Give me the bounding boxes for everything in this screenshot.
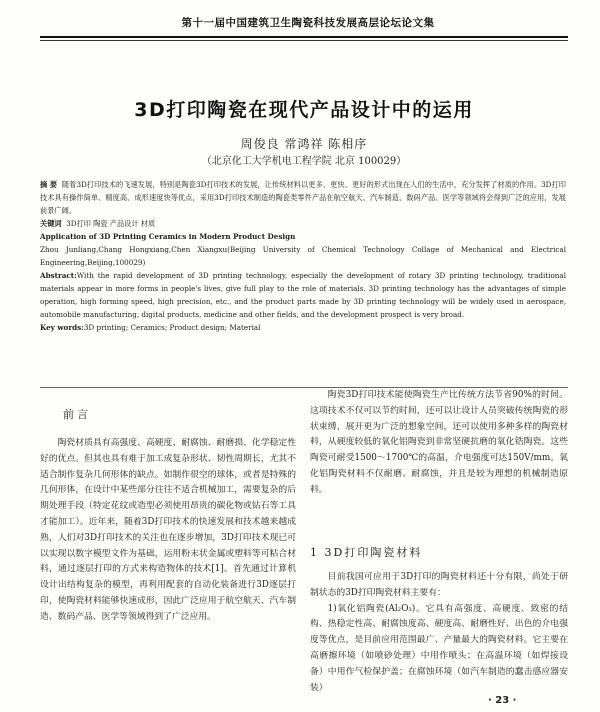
preface-paragraph: 陶瓷材质具有高强度、高硬度、耐腐蚀、耐磨损、化学稳定性好的优点。但其也具有难于加工成复杂形状、韧性周期长，尤其不适合制作复杂几何形体的缺点。如制作很空的球体，或者是特殊的几何形体，在设计中某些部分往往不适合机械加工，需要复杂的后期处理手段（特定花纹或造型必须使用昂贵的碳化物或钻石等工具才能加工）。近年来，随着3D打印技术的快速发展和技术越来越成熟，人们对3D打印技术的关注也在逐步增加，3D打印技术现已可以实现以数字模型文件为基础，运用粉末状金属或塑料等可粘合材料，通过逐层打印的方式来构造物体的技术[1]。首先通过计算机设计出结构复杂的模型，再利用配套的自动化装备进行3D逐层打印，使陶瓷材料能够快速成形，因此广泛应用于航空航天、汽车制造、数码产品、医学等领域得到了广泛应用。 xyxy=(40,438,296,622)
right-column-top xyxy=(310,388,568,499)
english-authors: Zhou Junliang,Chang Hongxiang,Chen Xiangxu(Beijing University of Chemical Technology Collage of Mechanical and Electrical Engineering,Beijing,100029) xyxy=(40,245,566,267)
keywords-cn xyxy=(40,217,566,230)
keywords-cn-text: 3D打印 陶瓷 产品设计 材质 xyxy=(66,219,156,228)
header-rule xyxy=(40,36,568,38)
section-heading-1: 1 3D打印陶瓷材料 xyxy=(310,546,423,559)
header-rule-thin xyxy=(40,40,568,41)
abstract-cn-label: 摘 要 xyxy=(40,180,58,189)
keywords-en-text: 3D printing; Ceramics; Product design; Material xyxy=(83,323,261,332)
right-paragraph-2: 目前我国可应用于3D打印的陶瓷材料还十分有限，尚处于研制状态的3D打印陶瓷材料主要有： xyxy=(310,572,568,598)
english-title: Application of 3D Printing Ceramics in Modern Product Design xyxy=(40,232,296,241)
page-number: · 23 · xyxy=(488,695,517,706)
right-paragraph-3: 1)氧化铝陶瓷(Al₂O₃)。它具有高强度、高硬度、致密的结构、热稳定性高、耐腐蚀度高、硬度高、耐磨性好、出色的介电强度等优点，是目前应用范围最广、产量最大的陶瓷材料。它主要在高磨擦环境（如喷砂处理）中用作喷头；在高温环境（如焊接设备）中用作气检保护盖；在腐蚀环境（如汽车制造的蠢击感应器安装） xyxy=(310,603,568,693)
paper-title: 3D打印陶瓷在现代产品设计中的运用 xyxy=(134,99,474,121)
keywords-en-label: Key words: xyxy=(40,323,84,332)
keywords-cn-label: 关键词 xyxy=(40,219,62,228)
abstract-en-text: With the rapid development of 3D printing technology, especially the development of rotary 3D printing technology, traditional materials appear in more forms in people's lives, give full play to the role of materials. 3D printing technology has the advantages of simple operation, high forming speed, high precision, etc., and the product parts made by 3D printing technology will be widely used in aerospace, automobile manufacturing, digital products, medicine and other fields, and the development prospect is very broad. xyxy=(40,271,566,319)
abstract-block xyxy=(40,178,566,334)
right-paragraph-1: 陶瓷3D打印技术能使陶瓷生产比传统方法节省90%的时间。这项技术不仅可以节约时间，还可以让设计人员突破传统陶瓷的形状束缚，展开更为广泛的想象空间，还可以使用多种多样的陶瓷材料，从硬度较低的氧化铝陶瓷到非常坚硬抗磨的氧化锆陶瓷。这些陶瓷可耐受1500～1700℃的高温，介电强度可达150V/mm。氧化铝陶瓷材料不仅耐磨、耐腐蚀，并且是较为理想的机械制造原料。 xyxy=(310,390,568,495)
section-heading-preface: 前言 xyxy=(63,408,91,421)
abstract-cn xyxy=(40,178,566,217)
affiliation: （北京化工大学机电工程学院 北京 100029） xyxy=(201,156,407,167)
left-column xyxy=(40,436,296,626)
right-column-bottom xyxy=(310,570,568,696)
keywords-en xyxy=(40,321,566,334)
running-head: 第十一届中国建筑卫生陶瓷科技发展高层论坛论文集 xyxy=(181,17,435,29)
authors: 周俊良 常鸿祥 陈相序 xyxy=(240,137,368,151)
abstract-en xyxy=(40,269,566,321)
abstract-en-label: Abstract: xyxy=(40,271,77,280)
abstract-cn-text: 随着3D打印技术的飞速发展，特别是陶瓷3D打印技术的发展，让传统材料以更多、更快、更好的形式出现在人们的生活中，充分发挥了材质的作用。3D打印技术具有操作简单、精度高、成形速度快等优点，采用3D打印技术制造的陶瓷类零件产品在航空航天、汽车制造、数码产品、医学等领域将会得到广泛的应用，发展前景广阔。 xyxy=(40,180,566,215)
